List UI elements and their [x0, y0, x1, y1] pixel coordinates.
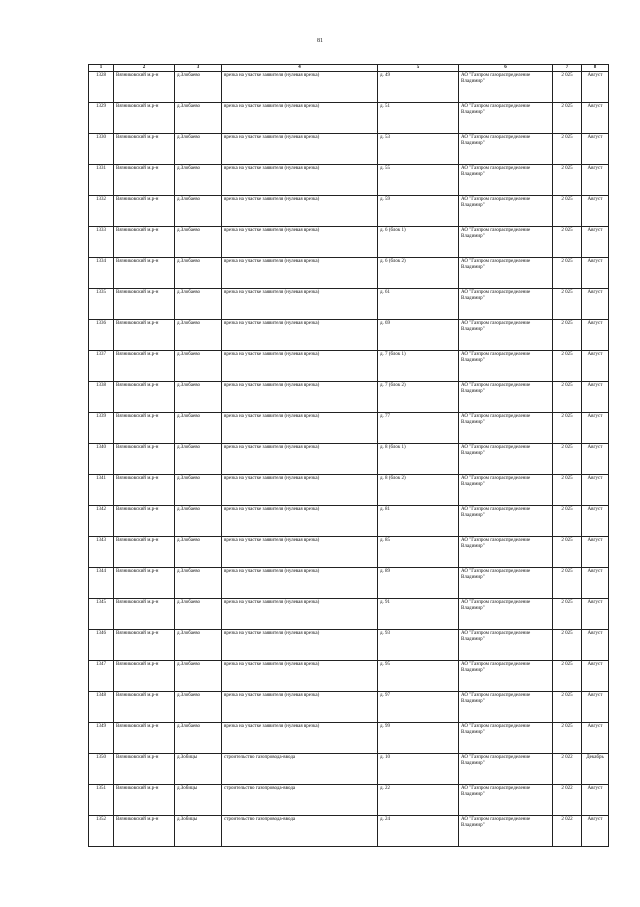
work-type-cell: врезка на участке заявителя (нулевая врезка): [222, 165, 378, 196]
address-cell: д. 97: [378, 692, 459, 723]
year-cell: 2 025: [553, 444, 582, 475]
settlement-cell: д.Злобаево: [175, 165, 222, 196]
month-cell: Август: [582, 320, 609, 351]
work-type-cell: врезка на участке заявителя (нулевая врезка): [222, 196, 378, 227]
address-cell: д. 91: [378, 599, 459, 630]
address-cell: д. 7 (блок 1): [378, 351, 459, 382]
district-cell: Вязниковский м.р-н: [114, 289, 175, 320]
column-header: 4: [222, 65, 378, 72]
table-row: [89, 227, 609, 258]
address-cell: д. 10: [378, 754, 459, 785]
month-cell: Август: [582, 568, 609, 599]
row-number: 1349: [89, 723, 114, 754]
month-cell: Август: [582, 444, 609, 475]
year-cell: 2 025: [553, 165, 582, 196]
row-number: 1337: [89, 351, 114, 382]
settlement-cell: д.Зобицы: [175, 785, 222, 816]
year-cell: 2 025: [553, 506, 582, 537]
address-cell: д. 93: [378, 630, 459, 661]
column-header: 6: [459, 65, 553, 72]
address-cell: д. 69: [378, 320, 459, 351]
settlement-cell: д.Зобицы: [175, 754, 222, 785]
row-number: 1348: [89, 692, 114, 723]
table-row: [89, 72, 609, 103]
column-header: 5: [378, 65, 459, 72]
organization-cell: АО "Газпром газораспределение Владимир": [459, 785, 553, 816]
settlement-cell: д.Злобаево: [175, 723, 222, 754]
district-cell: Вязниковский м.р-н: [114, 692, 175, 723]
table-row: [89, 661, 609, 692]
organization-cell: АО "Газпром газораспределение Владимир": [459, 134, 553, 165]
month-cell: Август: [582, 723, 609, 754]
month-cell: Август: [582, 258, 609, 289]
settlement-cell: д.Злобаево: [175, 351, 222, 382]
district-cell: Вязниковский м.р-н: [114, 506, 175, 537]
district-cell: Вязниковский м.р-н: [114, 413, 175, 444]
district-cell: Вязниковский м.р-н: [114, 661, 175, 692]
year-cell: 2 025: [553, 475, 582, 506]
table-row: [89, 506, 609, 537]
work-type-cell: врезка на участке заявителя (нулевая врезка): [222, 351, 378, 382]
month-cell: Август: [582, 816, 609, 847]
month-cell: Август: [582, 165, 609, 196]
settlement-cell: д.Злобаево: [175, 475, 222, 506]
organization-cell: АО "Газпром газораспределение Владимир": [459, 630, 553, 661]
district-cell: Вязниковский м.р-н: [114, 630, 175, 661]
organization-cell: АО "Газпром газораспределение Владимир": [459, 103, 553, 134]
settlement-cell: д.Злобаево: [175, 196, 222, 227]
table-row: [89, 196, 609, 227]
address-cell: д. 6 (блок 1): [378, 227, 459, 258]
month-cell: Август: [582, 475, 609, 506]
address-cell: д. 55: [378, 165, 459, 196]
row-number: 1332: [89, 196, 114, 227]
organization-cell: АО "Газпром газораспределение Владимир": [459, 723, 553, 754]
table-row: [89, 599, 609, 630]
work-type-cell: врезка на участке заявителя (нулевая врезка): [222, 475, 378, 506]
table-row: [89, 134, 609, 165]
row-number: 1342: [89, 506, 114, 537]
organization-cell: АО "Газпром газораспределение Владимир": [459, 351, 553, 382]
table-row: [89, 692, 609, 723]
year-cell: 2 025: [553, 413, 582, 444]
district-cell: Вязниковский м.р-н: [114, 816, 175, 847]
settlement-cell: д.Злобаево: [175, 382, 222, 413]
gasification-table: [88, 64, 609, 847]
column-header: 8: [582, 65, 609, 72]
row-number: 1331: [89, 165, 114, 196]
address-cell: д. 89: [378, 568, 459, 599]
month-cell: Август: [582, 227, 609, 258]
column-header: 2: [114, 65, 175, 72]
settlement-cell: д.Злобаево: [175, 599, 222, 630]
table-row: [89, 568, 609, 599]
row-number: 1328: [89, 72, 114, 103]
address-cell: д. 77: [378, 413, 459, 444]
settlement-cell: д.Злобаево: [175, 661, 222, 692]
settlement-cell: д.Злобаево: [175, 258, 222, 289]
organization-cell: АО "Газпром газораспределение Владимир": [459, 475, 553, 506]
settlement-cell: д.Зобицы: [175, 816, 222, 847]
district-cell: Вязниковский м.р-н: [114, 72, 175, 103]
row-number: 1334: [89, 258, 114, 289]
table-row: [89, 754, 609, 785]
district-cell: Вязниковский м.р-н: [114, 785, 175, 816]
year-cell: 2 025: [553, 568, 582, 599]
work-type-cell: врезка на участке заявителя (нулевая врезка): [222, 568, 378, 599]
year-cell: 2 025: [553, 382, 582, 413]
table-row: [89, 165, 609, 196]
table-row: [89, 289, 609, 320]
organization-cell: АО "Газпром газораспределение Владимир": [459, 537, 553, 568]
settlement-cell: д.Злобаево: [175, 413, 222, 444]
organization-cell: АО "Газпром газораспределение Владимир": [459, 320, 553, 351]
table-row: [89, 320, 609, 351]
year-cell: 2 025: [553, 537, 582, 568]
organization-cell: АО "Газпром газораспределение Владимир": [459, 196, 553, 227]
address-cell: д. 81: [378, 506, 459, 537]
table-row: [89, 444, 609, 475]
table-row: [89, 351, 609, 382]
month-cell: Август: [582, 599, 609, 630]
work-type-cell: врезка на участке заявителя (нулевая врезка): [222, 692, 378, 723]
settlement-cell: д.Злобаево: [175, 568, 222, 599]
month-cell: Август: [582, 413, 609, 444]
row-number: 1346: [89, 630, 114, 661]
district-cell: Вязниковский м.р-н: [114, 444, 175, 475]
month-cell: Август: [582, 289, 609, 320]
district-cell: Вязниковский м.р-н: [114, 351, 175, 382]
district-cell: Вязниковский м.р-н: [114, 196, 175, 227]
settlement-cell: д.Злобаево: [175, 506, 222, 537]
address-cell: д. 22: [378, 785, 459, 816]
year-cell: 2 025: [553, 723, 582, 754]
year-cell: 2 025: [553, 692, 582, 723]
header-row: [89, 65, 609, 72]
month-cell: Август: [582, 661, 609, 692]
address-cell: д. 59: [378, 196, 459, 227]
address-cell: д. 6 (блок 2): [378, 258, 459, 289]
district-cell: Вязниковский м.р-н: [114, 258, 175, 289]
organization-cell: АО "Газпром газораспределение Владимир": [459, 661, 553, 692]
table-row: [89, 630, 609, 661]
organization-cell: АО "Газпром газораспределение Владимир": [459, 754, 553, 785]
table-body: [89, 72, 609, 847]
organization-cell: АО "Газпром газораспределение Владимир": [459, 599, 553, 630]
work-type-cell: строительство газопровода-ввода: [222, 785, 378, 816]
month-cell: Август: [582, 72, 609, 103]
settlement-cell: д.Злобаево: [175, 134, 222, 165]
year-cell: 2 025: [553, 599, 582, 630]
month-cell: Август: [582, 103, 609, 134]
column-header: 3: [175, 65, 222, 72]
year-cell: 2 025: [553, 351, 582, 382]
settlement-cell: д.Злобаево: [175, 444, 222, 475]
year-cell: 2 025: [553, 630, 582, 661]
settlement-cell: д.Злобаево: [175, 320, 222, 351]
address-cell: д. 61: [378, 289, 459, 320]
page-number: 81: [317, 38, 323, 44]
district-cell: Вязниковский м.р-н: [114, 165, 175, 196]
work-type-cell: врезка на участке заявителя (нулевая врезка): [222, 227, 378, 258]
table-row: [89, 258, 609, 289]
district-cell: Вязниковский м.р-н: [114, 599, 175, 630]
year-cell: 2 025: [553, 196, 582, 227]
row-number: 1352: [89, 816, 114, 847]
column-header: 7: [553, 65, 582, 72]
table-row: [89, 537, 609, 568]
table-row: [89, 413, 609, 444]
row-number: 1345: [89, 599, 114, 630]
organization-cell: АО "Газпром газораспределение Владимир": [459, 413, 553, 444]
address-cell: д. 85: [378, 537, 459, 568]
work-type-cell: врезка на участке заявителя (нулевая врезка): [222, 413, 378, 444]
organization-cell: АО "Газпром газораспределение Владимир": [459, 227, 553, 258]
year-cell: 2 025: [553, 289, 582, 320]
table-row: [89, 785, 609, 816]
district-cell: Вязниковский м.р-н: [114, 475, 175, 506]
organization-cell: АО "Газпром газораспределение Владимир": [459, 568, 553, 599]
work-type-cell: врезка на участке заявителя (нулевая врезка): [222, 444, 378, 475]
month-cell: Август: [582, 382, 609, 413]
table-row: [89, 382, 609, 413]
organization-cell: АО "Газпром газораспределение Владимир": [459, 165, 553, 196]
row-number: 1343: [89, 537, 114, 568]
work-type-cell: строительство газопровода-ввода: [222, 754, 378, 785]
work-type-cell: врезка на участке заявителя (нулевая врезка): [222, 72, 378, 103]
work-type-cell: врезка на участке заявителя (нулевая врезка): [222, 506, 378, 537]
work-type-cell: врезка на участке заявителя (нулевая врезка): [222, 630, 378, 661]
row-number: 1347: [89, 661, 114, 692]
settlement-cell: д.Злобаево: [175, 537, 222, 568]
settlement-cell: д.Злобаево: [175, 227, 222, 258]
year-cell: 2 025: [553, 227, 582, 258]
work-type-cell: врезка на участке заявителя (нулевая врезка): [222, 723, 378, 754]
month-cell: Август: [582, 134, 609, 165]
month-cell: Август: [582, 196, 609, 227]
row-number: 1330: [89, 134, 114, 165]
address-cell: д. 8 (блок 1): [378, 444, 459, 475]
organization-cell: АО "Газпром газораспределение Владимир": [459, 72, 553, 103]
address-cell: д. 99: [378, 723, 459, 754]
year-cell: 2 022: [553, 754, 582, 785]
row-number: 1350: [89, 754, 114, 785]
year-cell: 2 025: [553, 320, 582, 351]
district-cell: Вязниковский м.р-н: [114, 568, 175, 599]
row-number: 1335: [89, 289, 114, 320]
work-type-cell: врезка на участке заявителя (нулевая врезка): [222, 103, 378, 134]
year-cell: 2 025: [553, 258, 582, 289]
year-cell: 2 025: [553, 661, 582, 692]
district-cell: Вязниковский м.р-н: [114, 723, 175, 754]
month-cell: Август: [582, 630, 609, 661]
month-cell: Декабрь: [582, 754, 609, 785]
row-number: 1333: [89, 227, 114, 258]
year-cell: 2 025: [553, 103, 582, 134]
work-type-cell: строительство газопровода-ввода: [222, 816, 378, 847]
month-cell: Август: [582, 351, 609, 382]
settlement-cell: д.Злобаево: [175, 630, 222, 661]
table-row: [89, 475, 609, 506]
settlement-cell: д.Злобаево: [175, 103, 222, 134]
address-cell: д. 53: [378, 134, 459, 165]
settlement-cell: д.Злобаево: [175, 289, 222, 320]
month-cell: Август: [582, 692, 609, 723]
district-cell: Вязниковский м.р-н: [114, 382, 175, 413]
table-row: [89, 816, 609, 847]
month-cell: Август: [582, 785, 609, 816]
district-cell: Вязниковский м.р-н: [114, 537, 175, 568]
district-cell: Вязниковский м.р-н: [114, 103, 175, 134]
organization-cell: АО "Газпром газораспределение Владимир": [459, 816, 553, 847]
column-header: 1: [89, 65, 114, 72]
row-number: 1340: [89, 444, 114, 475]
work-type-cell: врезка на участке заявителя (нулевая врезка): [222, 661, 378, 692]
work-type-cell: врезка на участке заявителя (нулевая врезка): [222, 289, 378, 320]
address-cell: д. 8 (блок 2): [378, 475, 459, 506]
district-cell: Вязниковский м.р-н: [114, 227, 175, 258]
row-number: 1351: [89, 785, 114, 816]
row-number: 1338: [89, 382, 114, 413]
organization-cell: АО "Газпром газораспределение Владимир": [459, 506, 553, 537]
month-cell: Август: [582, 506, 609, 537]
work-type-cell: врезка на участке заявителя (нулевая врезка): [222, 382, 378, 413]
address-cell: д. 24: [378, 816, 459, 847]
work-type-cell: врезка на участке заявителя (нулевая врезка): [222, 258, 378, 289]
month-cell: Август: [582, 537, 609, 568]
organization-cell: АО "Газпром газораспределение Владимир": [459, 258, 553, 289]
settlement-cell: д.Злобаево: [175, 72, 222, 103]
row-number: 1339: [89, 413, 114, 444]
organization-cell: АО "Газпром газораспределение Владимир": [459, 444, 553, 475]
row-number: 1336: [89, 320, 114, 351]
district-cell: Вязниковский м.р-н: [114, 134, 175, 165]
work-type-cell: врезка на участке заявителя (нулевая врезка): [222, 134, 378, 165]
work-type-cell: врезка на участке заявителя (нулевая врезка): [222, 599, 378, 630]
address-cell: д. 95: [378, 661, 459, 692]
row-number: 1341: [89, 475, 114, 506]
table-row: [89, 723, 609, 754]
district-cell: Вязниковский м.р-н: [114, 320, 175, 351]
settlement-cell: д.Злобаево: [175, 692, 222, 723]
work-type-cell: врезка на участке заявителя (нулевая врезка): [222, 320, 378, 351]
organization-cell: АО "Газпром газораспределение Владимир": [459, 382, 553, 413]
organization-cell: АО "Газпром газораспределение Владимир": [459, 289, 553, 320]
year-cell: 2 025: [553, 72, 582, 103]
year-cell: 2 022: [553, 816, 582, 847]
year-cell: 2 022: [553, 785, 582, 816]
table-header: [89, 65, 609, 72]
address-cell: д. 7 (блок 2): [378, 382, 459, 413]
district-cell: Вязниковский м.р-н: [114, 754, 175, 785]
row-number: 1329: [89, 103, 114, 134]
address-cell: д. 51: [378, 103, 459, 134]
address-cell: д. 49: [378, 72, 459, 103]
table-row: [89, 103, 609, 134]
year-cell: 2 025: [553, 134, 582, 165]
organization-cell: АО "Газпром газораспределение Владимир": [459, 692, 553, 723]
row-number: 1344: [89, 568, 114, 599]
work-type-cell: врезка на участке заявителя (нулевая врезка): [222, 537, 378, 568]
